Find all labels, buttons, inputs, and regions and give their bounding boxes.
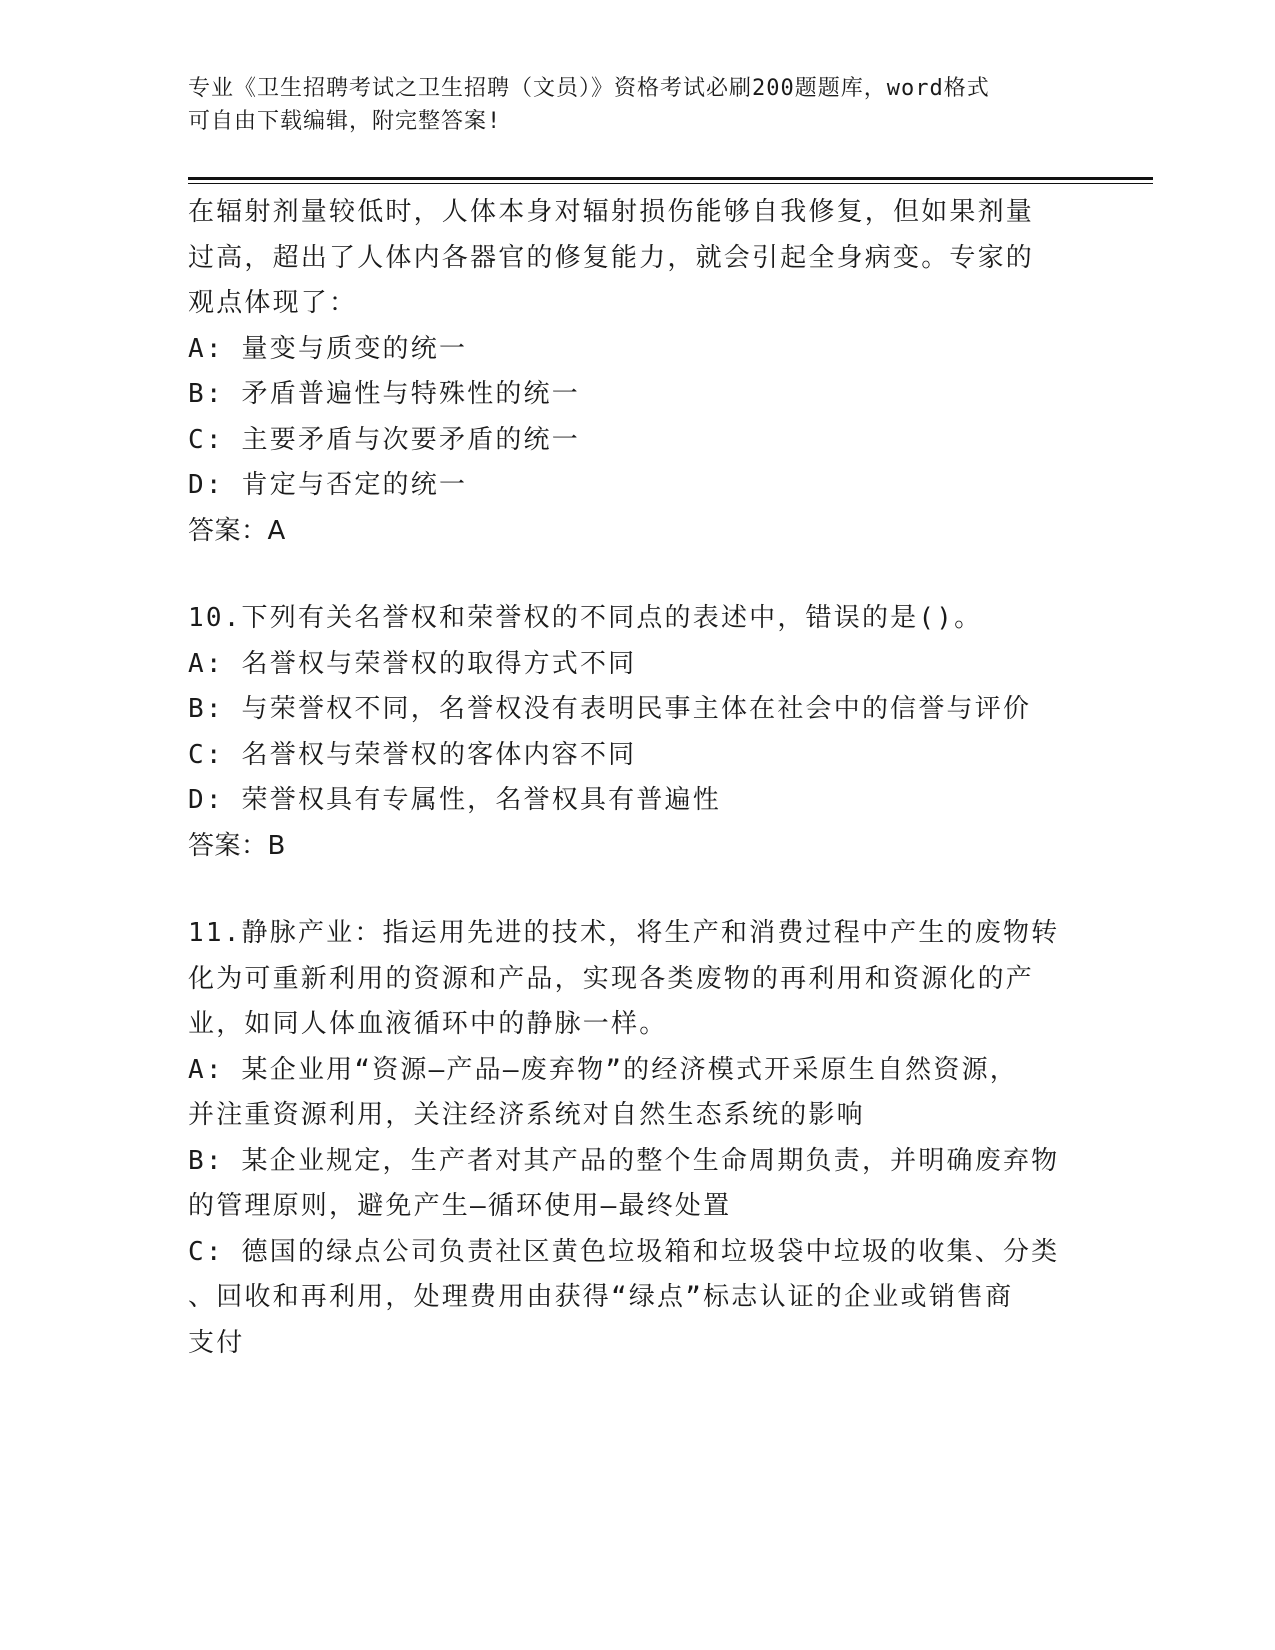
question-stem-line: 11.静脉产业：指运用先进的技术，将生产和消费过程中产生的废物转	[188, 918, 1060, 948]
option-a-continued: 并注重资源利用，关注经济系统对自然生态系统的影响	[188, 1100, 865, 1130]
option-a: A: 量变与质变的统一	[188, 333, 468, 364]
answer: 答案：A	[188, 515, 286, 546]
question-10	[188, 596, 1088, 869]
header-line-1: 专业《卫生招聘考试之卫生招聘（文员）》资格考试必刷200题题库，word格式	[188, 76, 990, 101]
answer: 答案：B	[188, 830, 286, 861]
spacer	[188, 554, 1088, 596]
option-a: A: 名誉权与荣誉权的取得方式不同	[188, 648, 637, 679]
option-b: B: 矛盾普遍性与特殊性的统一	[188, 379, 580, 409]
option-b: B: 某企业规定，生产者对其产品的整个生命周期负责，并明确废弃物	[188, 1145, 1060, 1176]
question-9	[188, 190, 1088, 554]
option-c: C: 主要矛盾与次要矛盾的统一	[188, 424, 580, 455]
option-a: A: 某企业用“资源—产品—废弃物”的经济模式开采原生自然资源，	[188, 1054, 1018, 1085]
question-list	[188, 190, 1088, 1366]
question-stem-line: 观点体现了：	[188, 288, 358, 318]
question-stem-line: 化为可重新利用的资源和产品，实现各类废物的再利用和资源化的产	[188, 963, 1035, 994]
option-b: B: 与荣誉权不同，名誉权没有表明民事主体在社会中的信誉与评价	[188, 694, 1032, 724]
question-stem-line: 在辐射剂量较低时，人体本身对辐射损伤能够自我修复，但如果剂量	[188, 197, 1035, 227]
question-stem-line: 10.下列有关名誉权和荣誉权的不同点的表述中，错误的是()。	[188, 603, 983, 633]
document-header	[188, 72, 1068, 138]
header-divider-thin	[188, 183, 1153, 184]
option-c: C: 名誉权与荣誉权的客体内容不同	[188, 739, 637, 770]
option-c-continued: 支付	[188, 1327, 245, 1358]
question-11	[188, 911, 1088, 1366]
header-line-2: 可自由下载编辑，附完整答案!	[188, 109, 502, 134]
spacer	[188, 869, 1088, 911]
question-stem-line: 业，如同人体血液循环中的静脉一样。	[188, 1009, 668, 1039]
header-divider-thick	[188, 177, 1153, 180]
question-stem-line: 过高，超出了人体内各器官的修复能力，就会引起全身病变。专家的	[188, 242, 1035, 273]
option-c-continued: 、回收和再利用，处理费用由获得“绿点”标志认证的企业或销售商	[188, 1282, 1014, 1312]
option-d: D: 荣誉权具有专属性，名誉权具有普遍性	[188, 785, 721, 815]
option-b-continued: 的管理原则，避免产生—循环使用—最终处置	[188, 1191, 732, 1221]
option-d: D: 肯定与否定的统一	[188, 470, 468, 500]
option-c: C: 德国的绿点公司负责社区黄色垃圾箱和垃圾袋中垃圾的收集、分类	[188, 1236, 1060, 1267]
